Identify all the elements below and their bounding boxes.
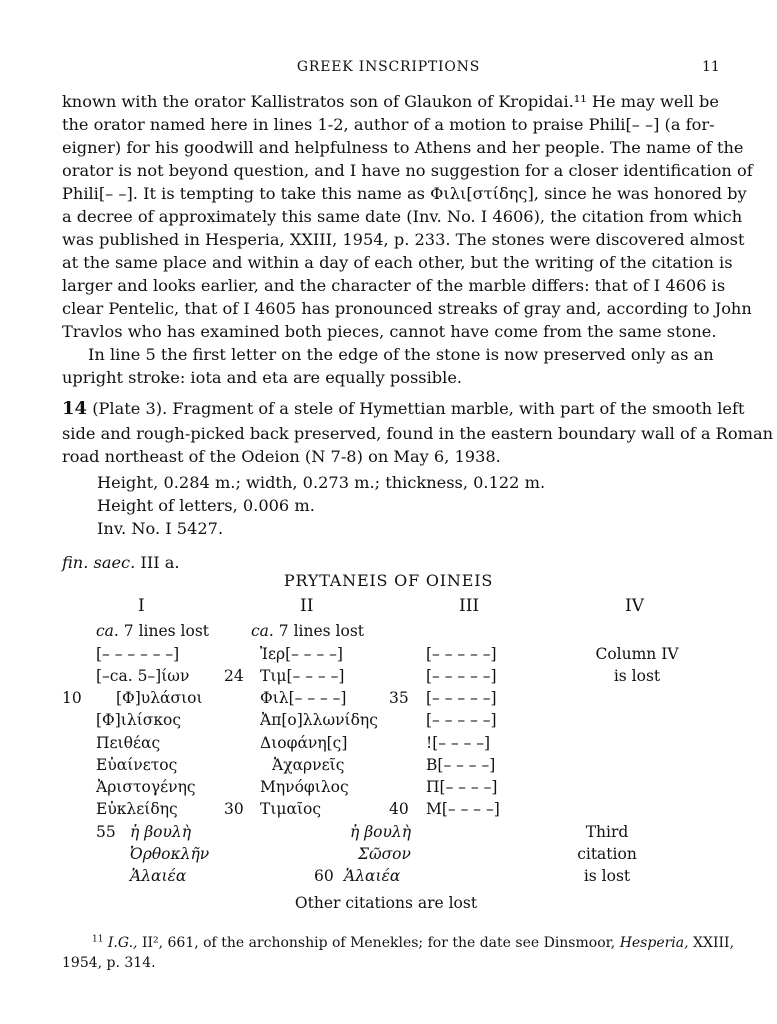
col1-line: Πειθέας [96, 734, 161, 752]
citation-right-line: citation [577, 845, 637, 863]
entry-date [62, 553, 180, 572]
body-line: was published in Hesperia, XXIII, 1954, p. 233. The stones were discovered almost [62, 230, 745, 249]
entry-meta-dimensions: Height, 0.284 m.; width, 0.273 m.; thickness, 0.122 m. [97, 473, 546, 492]
col1-lost-note: ca. 7 lines lost [96, 622, 210, 640]
body-line: a decree of approximately this same date (Inv. No. I 4606), the citation from which [62, 207, 743, 226]
col2-line: Φιλ[– – – –] [260, 689, 347, 707]
inscription-title: PRYTANEIS OF OINEIS [283, 571, 494, 590]
body-line: known with the orator Kallistratos son of Glaukon of Kropidai.¹¹ He may well be [62, 92, 719, 111]
citation-mid-line: Ἁλαιέα [344, 867, 401, 885]
col3-line: ![– – – –] [426, 734, 491, 752]
entry-text: (Plate 3). Fragment of a stele of Hymettian marble, with part of the smooth left [92, 399, 745, 418]
body-line: Travlos who has examined both pieces, cannot have come from the same stone. [62, 322, 717, 341]
page-number: 11 [702, 59, 720, 75]
entry-line: side and rough-picked back preserved, found in the eastern boundary wall of a Roman [62, 424, 774, 443]
entry-date-roman: III a. [140, 553, 180, 572]
body-line: orator is not beyond question, and I have no suggestion for a closer identification of [62, 161, 753, 180]
footnote-marker: 11 [92, 934, 104, 945]
col2-line: Ἀχαρνεῖς [272, 756, 345, 774]
citation-mid-line: Σῶσον [358, 845, 411, 863]
line-number: 40 [389, 800, 409, 818]
column-header-4: IV [625, 596, 644, 616]
body-line: larger and looks earlier, and the character of the marble differs: that of I 4606 is [62, 276, 726, 295]
col2-line: Ἀπ[ο]λλωνίδης [260, 711, 378, 729]
citation-mid-line: ἡ βουλὴ [350, 823, 412, 841]
column-header-1: I [138, 596, 145, 616]
col2-line: Τιμαῖος [260, 800, 322, 818]
citation-right-line: is lost [583, 867, 631, 885]
col3-line: [– – – – –] [426, 689, 497, 707]
column-header-2: II [300, 596, 314, 616]
col1-line: [Φ]ιλίσκος [96, 711, 182, 729]
line-number: 55 [96, 823, 116, 841]
col3-line: [– – – – –] [426, 711, 497, 729]
body-line: In line 5 the first letter on the edge of the stone is now preserved only as an [88, 345, 714, 364]
inscription-closing: Other citations are lost [294, 894, 478, 912]
col3-line: Μ[– – – –] [426, 800, 500, 818]
col1-line: [–ca. 5–]ίων [96, 667, 190, 685]
running-title: GREEK INSCRIPTIONS [296, 59, 481, 75]
line-number: 60 [314, 867, 334, 885]
col1-line: Ἀριστογένης [96, 778, 196, 796]
body-line: the orator named here in lines 1-2, author of a motion to praise Phili[– –] (a for- [62, 115, 715, 134]
body-line: upright stroke: iota and eta are equally possible. [62, 368, 463, 387]
entry-heading-line [62, 398, 745, 419]
col4-line: is lost [613, 667, 661, 685]
col1-line: Εὐκλείδης [96, 800, 178, 818]
col3-line: Π[– – – –] [426, 778, 498, 796]
col3-line: [– – – – –] [426, 645, 497, 663]
col4-line: Column IV [595, 645, 679, 663]
body-line: clear Pentelic, that of I 4605 has pronounced streaks of gray and, according to John [62, 299, 752, 318]
col3-line: [– – – – –] [426, 667, 497, 685]
citation-right-line: Third [585, 823, 629, 841]
line-number: 35 [389, 689, 409, 707]
col1-line: [– – – – – –] [96, 645, 180, 663]
citation-left-line: ἡ βουλὴ [130, 823, 192, 841]
col2-line: Μηνόφιλος [260, 778, 349, 796]
col1-line: [Φ]υλάσιοι [116, 689, 203, 707]
col1-line: Εὐαίνετος [96, 756, 178, 774]
line-number: 24 [224, 667, 244, 685]
entry-date-italic: fin. saec. [62, 553, 136, 572]
citation-left-line: Ἁλαιέα [130, 867, 187, 885]
entry-meta-letters: Height of letters, 0.006 m. [97, 496, 315, 515]
footnote-line-1: $^{11}$ I.G., II², 661, of the archonship of Menekles; for the date see Dinsmoor, Hesperia, XXIII, [92, 934, 735, 951]
col2-line: Ἱερ[– – – –] [260, 645, 343, 663]
col2-lost-note: ca. 7 lines lost [251, 622, 365, 640]
body-line: at the same place and within a day of each other, but the writing of the citation is [62, 253, 733, 272]
footnote-line-2: 1954, p. 314. [62, 955, 156, 971]
col3-line: Β[– – – –] [426, 756, 496, 774]
col2-line: Διοφάνη[ς] [260, 734, 348, 752]
body-line: Phili[– –]. It is tempting to take this name as Φιλι[στίδης], since he was honored by [62, 184, 747, 203]
line-number: 30 [224, 800, 244, 818]
entry-line: road northeast of the Odeion (N 7-8) on May 6, 1938. [62, 447, 501, 466]
entry-meta-inventory: Inv. No. I 5427. [97, 519, 224, 538]
line-number: 10 [62, 689, 82, 707]
citation-left-line: Ὀρθοκλῆν [130, 845, 210, 863]
column-header-3: III [459, 596, 480, 616]
col2-line: Τιμ[– – – –] [260, 667, 345, 685]
body-line: eigner) for his goodwill and helpfulness to Athens and her people. The name of the [62, 138, 744, 157]
entry-number: 14 [62, 398, 88, 419]
